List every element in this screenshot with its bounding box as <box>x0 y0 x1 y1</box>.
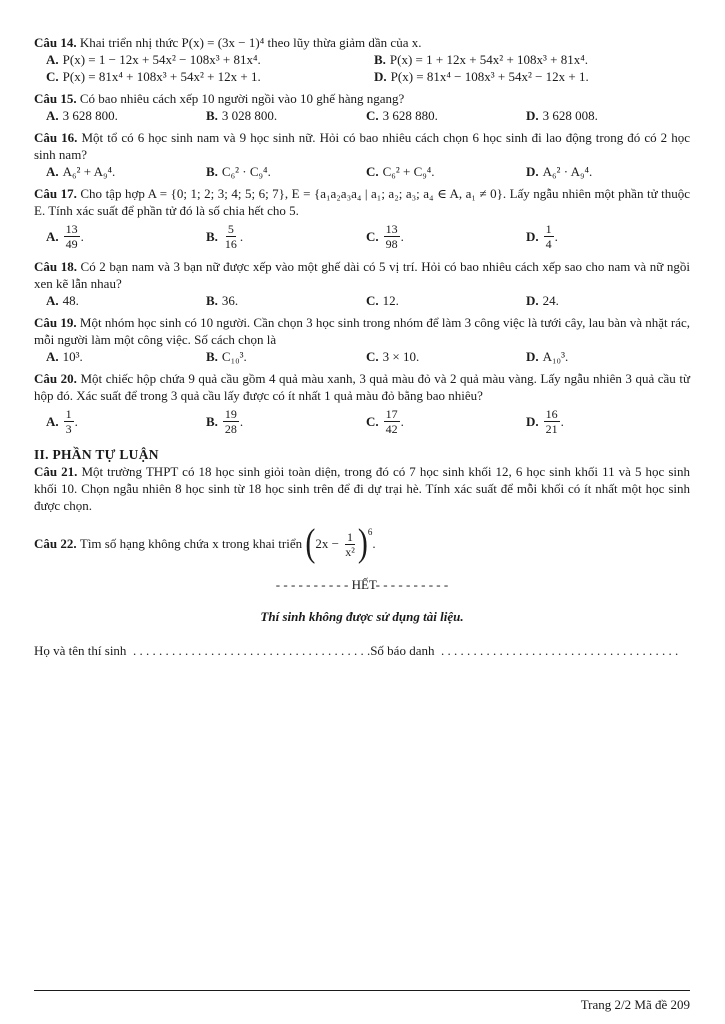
question-label: Câu 22. <box>34 536 77 551</box>
exponent: 6 <box>367 527 373 537</box>
option-c[interactable]: C. C₆² + C₉⁴. <box>366 164 435 179</box>
option-b[interactable]: B. 3 028 800. <box>206 108 278 123</box>
footer-divider <box>34 990 690 991</box>
option-d[interactable]: D. P(x) = 81x⁴ − 108x³ + 54x² − 12x + 1. <box>374 69 589 84</box>
options-row <box>34 348 690 365</box>
question-text: Có bao nhiêu cách xếp 10 người ngồi vào 10 ghế hàng ngang? <box>79 91 405 106</box>
question-label: Câu 16. <box>34 130 78 145</box>
question-label: Câu 21. <box>34 464 78 479</box>
question-17 <box>34 185 690 253</box>
fraction: $\frac{1}{\text{x²}}$ <box>345 529 355 559</box>
option-d[interactable]: D. $\frac{16}{21}$ . <box>526 406 564 436</box>
option-b[interactable]: B. $\frac{19}{28}$ . <box>206 406 244 436</box>
end-marker: - - - - - - - - - - HẾT- - - - - - - - - - <box>275 577 449 592</box>
option-c[interactable]: C. $\frac{17}{42}$ . <box>366 406 404 436</box>
option-b[interactable]: B. $\frac{5}{16}$ . <box>206 221 244 251</box>
fraction: $\frac{13}{49}$ <box>65 221 78 251</box>
option-d[interactable]: D. A₁₀³. <box>526 349 569 364</box>
option-a[interactable]: A. $\frac{1}{3}$ . <box>46 406 78 436</box>
option-b[interactable]: B. C₁₀³. <box>206 349 247 364</box>
question-text: Một trường THPT có 18 học sinh giỏi toàn diện, trong đó có 7 học sinh khối 12, 6 học sinh khối 11 và 5 học sinh khối 10. Chọn ngẫu nhiên 8 học sinh từ 18 học sinh trên để đi dự trại hè. Tính xác suất để mỗi khối có ít nhất một học sinh được chọn. <box>34 464 690 513</box>
fraction: $\frac{17}{42}$ <box>385 406 398 436</box>
question-label: Câu 20. <box>34 371 77 386</box>
question-label: Câu 14. <box>34 35 77 50</box>
question-label: Câu 17. <box>34 186 77 201</box>
options-row <box>34 219 690 253</box>
option-d[interactable]: D. $\frac{1}{4}$ . <box>526 221 558 251</box>
question-19 <box>34 314 690 365</box>
question-22: Câu 22. Tìm số hạng không chứa x trong khai triển ( 2x − $\frac{1}{\text{x²}}$ ) $^6$ . <box>34 521 376 565</box>
fraction: $\frac{5}{16}$ <box>224 221 237 251</box>
option-a[interactable]: A. P(x) = 1 − 12x + 54x² − 108x³ + 81x⁴. <box>46 52 261 67</box>
option-c[interactable]: C. P(x) = 81x⁴ + 108x³ + 54x² + 12x + 1. <box>46 69 261 84</box>
option-b[interactable]: B. C₆² · C₉⁴. <box>206 164 271 179</box>
options-row <box>34 51 690 68</box>
option-b[interactable]: B. 36. <box>206 293 239 308</box>
fraction: $\frac{13}{98}$ <box>385 221 398 251</box>
question-label: Câu 15. <box>34 91 77 106</box>
option-c[interactable]: C. 3 × 10. <box>366 349 420 364</box>
option-c[interactable]: C. 3 628 880. <box>366 108 438 123</box>
page-footer: Trang 2/2 Mã đề 209 <box>580 997 690 1012</box>
left-paren: ( <box>305 521 316 565</box>
options-row <box>34 68 690 85</box>
question-text: Một nhóm học sinh có 10 người. Cần chọn 3 học sinh trong nhóm để làm 3 công việc là tưới cây, lau bàn và nhặt rác, mỗi người làm một công việc. Số cách chọn là <box>34 315 691 347</box>
fraction: $\frac{16}{21}$ <box>545 406 558 436</box>
option-a[interactable]: A. A₆² + A₉⁴. <box>46 164 116 179</box>
expression-left: 2x − <box>315 536 339 551</box>
options-row <box>34 107 690 124</box>
question-label: Câu 19. <box>34 315 77 330</box>
question-14 <box>34 34 690 85</box>
option-b[interactable]: B. P(x) = 1 + 12x + 54x² + 108x³ + 81x⁴. <box>374 52 589 67</box>
question-text: Tìm số hạng không chứa x trong khai triển <box>79 536 303 551</box>
option-d[interactable]: D. A₆² · A₉⁴. <box>526 164 593 179</box>
option-d[interactable]: D. 3 628 008. <box>526 108 598 123</box>
options-row <box>34 292 690 309</box>
exam-page <box>34 34 690 659</box>
options-row <box>34 404 690 438</box>
right-paren: ) <box>357 521 368 565</box>
question-text: Khai triển nhị thức P(x) = (3x − 1)⁴ theo lũy thừa giảm dần của x. <box>79 35 422 50</box>
id-label: Số báo danh <box>370 643 435 658</box>
option-a[interactable]: A. 3 628 800. <box>46 108 118 123</box>
question-18 <box>34 258 690 309</box>
question-20 <box>34 370 690 438</box>
question-text: Một tổ có 6 học sinh nam và 9 học sinh nữ. Hỏi có bao nhiêu cách chọn 6 học sinh đi lao động trong đó có 2 học sinh nam? <box>34 130 690 162</box>
question-text: Một chiếc hộp chứa 9 quả cầu gồm 4 quả màu xanh, 3 quả màu đỏ và 2 quả màu vàng. Lấy ngẫu nhiên 3 quả cầu từ hộp đó. Xác suất để trong 3 quả cầu lấy được có ít nhất 1 quả màu đỏ bằng bao nhiêu? <box>34 371 691 403</box>
fraction: $\frac{1}{4}$ <box>545 221 552 251</box>
question-text: Cho tập hợp A = {0; 1; 2; 3; 4; 5; 6; 7}, E = {a₁a₂a₃a₄ | a₁; a₂; a₃; a₄ ∈ A, a₁ ≠ 0}. Lấy ngẫu nhiên một phần tử thuộc E. Tính xác suất để phần tử đó là số chia hết cho 5. <box>34 186 690 218</box>
option-d[interactable]: D. 24. <box>526 293 559 308</box>
name-field[interactable]: . . . . . . . . . . . . . . . . . . . . . . . . . . . . . . . . . . . . . <box>129 643 371 658</box>
option-c[interactable]: C. 12. <box>366 293 399 308</box>
exam-note: Thí sinh không được sử dụng tài liệu. <box>260 609 464 624</box>
options-row <box>34 163 690 180</box>
id-field[interactable]: . . . . . . . . . . . . . . . . . . . . . . . . . . . . . . . . . . . . . <box>437 643 679 658</box>
question-text: Có 2 bạn nam và 3 bạn nữ được xếp vào một ghế dài có 5 vị trí. Hỏi có bao nhiêu cách xếp sao cho nam và nữ ngồi xen kẽ lẫn nhau? <box>34 259 690 291</box>
question-16 <box>34 129 690 180</box>
section-heading: II. PHẦN TỰ LUẬN <box>34 447 159 462</box>
option-a[interactable]: A. 48. <box>46 293 79 308</box>
name-label: Họ và tên thí sinh <box>34 643 127 658</box>
fraction: $\frac{19}{28}$ <box>224 406 237 436</box>
candidate-info-line <box>34 643 690 659</box>
fraction: $\frac{1}{3}$ <box>65 406 72 436</box>
question-label: Câu 18. <box>34 259 77 274</box>
option-c[interactable]: C. $\frac{13}{98}$ . <box>366 221 404 251</box>
option-a[interactable]: A. $\frac{13}{49}$ . <box>46 221 84 251</box>
question-15 <box>34 90 690 124</box>
question-21 <box>34 463 690 514</box>
option-a[interactable]: A. 10³. <box>46 349 83 364</box>
